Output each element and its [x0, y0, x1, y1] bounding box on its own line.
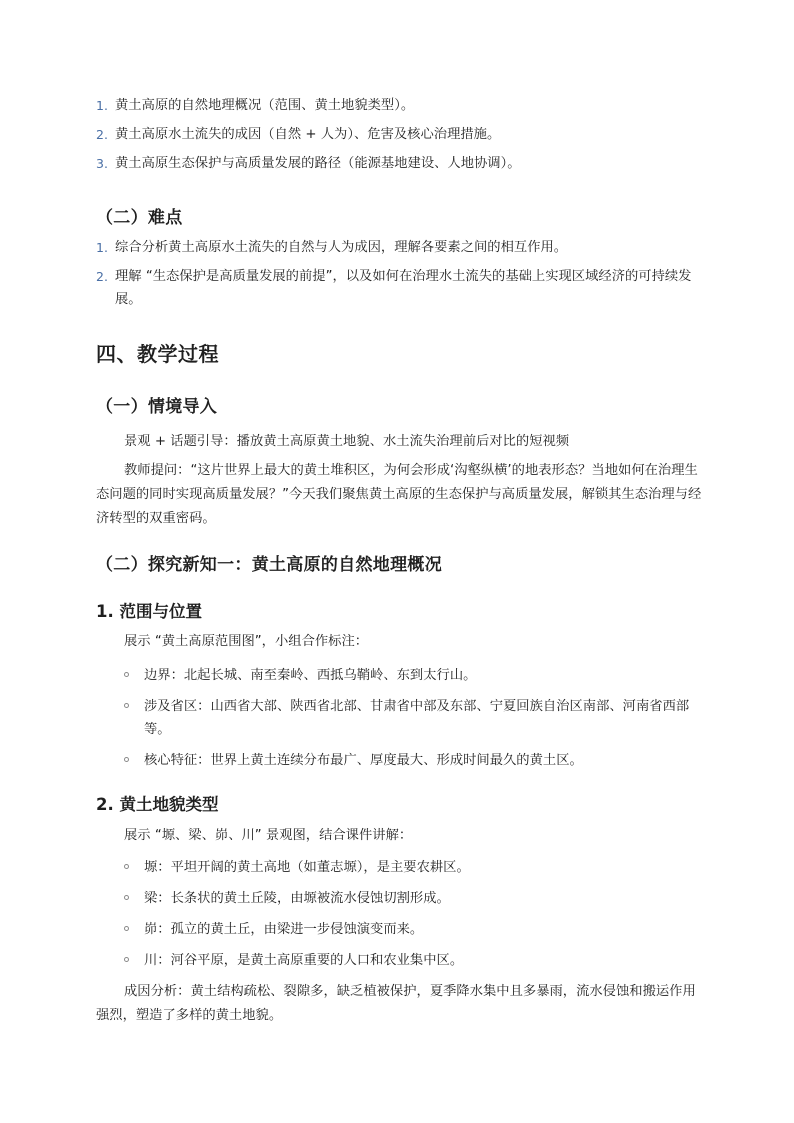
list-item-text: 黄土高原生态保护与高质量发展的路径（能源基地建设、人地协调）。	[115, 155, 521, 171]
list-item-text: 核心特征：世界上黄土连续分布最广、厚度最大、形成时间最久的黄土区。	[144, 753, 583, 768]
list-item-text: 峁：孤立的黄土丘，由梁进一步侵蚀演变而来。	[144, 922, 424, 937]
scope-heading: 1. 范围与位置	[96, 602, 202, 621]
bullet-icon	[124, 703, 129, 708]
scope-list	[124, 664, 704, 780]
list-item	[96, 95, 711, 118]
list-item	[96, 153, 711, 176]
list-item	[124, 695, 704, 741]
list-item	[96, 237, 711, 260]
list-item	[124, 949, 704, 972]
list-number: 1.	[96, 240, 108, 255]
list-item	[124, 856, 704, 879]
list-item-text: 黄土高原水土流失的成因（自然 + 人为）、危害及核心治理措施。	[115, 126, 501, 142]
intro-question-paragraph: 教师提问：“这片世界上最大的黄土堆积区，为何会形成‘沟壑纵横’的地表形态？当地如何在治理生态问题的同时实现高质量发展？”今天我们聚焦黄土高原的生态保护与高质量发展，解锁其生态治理与经济转型的双重密码。	[96, 463, 702, 526]
intro-paragraph: 景观 + 话题引导：播放黄土高原黄土地貌、水土流失治理前后对比的短视频	[124, 434, 570, 449]
list-item-text: 塬：平坦开阔的黄土高地（如董志塬），是主要农耕区。	[144, 860, 470, 875]
landform-lead: 展示 “塬、梁、峁、川” 景观图，结合课件讲解：	[124, 828, 413, 843]
scope-lead: 展示 “黄土高原范围图”，小组合作标注：	[124, 634, 369, 649]
list-item	[124, 918, 704, 941]
bullet-icon	[124, 895, 129, 900]
key-points-list	[96, 95, 711, 182]
list-item-text: 川：河谷平原，是黄土高原重要的人口和农业集中区。	[144, 953, 464, 968]
difficulty-list	[96, 237, 711, 318]
list-item-text: 黄土高原的自然地理概况（范围、黄土地貌类型）。	[115, 98, 415, 113]
bullet-icon	[124, 864, 129, 869]
list-item	[96, 266, 711, 312]
difficulty-heading: （二）难点	[96, 208, 183, 228]
list-item-text: 梁：长条状的黄土丘陵，由塬被流水侵蚀切割形成。	[144, 891, 450, 906]
list-item-text: 综合分析黄土高原水土流失的自然与人为成因，理解各要素之间的相互作用。	[115, 240, 568, 255]
landform-cause-paragraph: 成因分析：黄土结构疏松、裂隙多，缺乏植被保护，夏季降水集中且多暴雨，流水侵蚀和搬运作用强烈，塑造了多样的黄土地貌。	[96, 984, 696, 1023]
bullet-icon	[124, 926, 129, 931]
list-number: 2.	[96, 126, 108, 142]
list-item-text: 理解 “生态保护是高质量发展的前提”，以及如何在治理水土流失的基础上实现区域经济的可持续发展。	[115, 268, 692, 307]
list-number: 3.	[96, 155, 108, 171]
list-number: 1.	[96, 98, 108, 113]
list-item-text: 边界：北起长城、南至秦岭、西抵乌鞘岭、东到太行山。	[144, 668, 477, 683]
bullet-icon	[124, 757, 129, 762]
list-item	[124, 749, 704, 772]
list-item	[96, 124, 711, 147]
list-item	[124, 887, 704, 910]
list-item	[124, 664, 704, 687]
landform-heading: 2. 黄土地貌类型	[96, 795, 219, 814]
landform-list	[124, 856, 704, 980]
explore-heading: （二）探究新知一：黄土高原的自然地理概况	[96, 555, 442, 575]
list-item-text: 涉及省区：山西省大部、陕西省北部、甘肃省中部及东部、宁夏回族自治区南部、河南省西部等。	[144, 699, 690, 737]
bullet-icon	[124, 672, 129, 677]
section-heading: 四、教学过程	[96, 342, 219, 366]
intro-heading: （一）情境导入	[96, 397, 218, 417]
list-number: 2.	[96, 268, 108, 284]
bullet-icon	[124, 957, 129, 962]
